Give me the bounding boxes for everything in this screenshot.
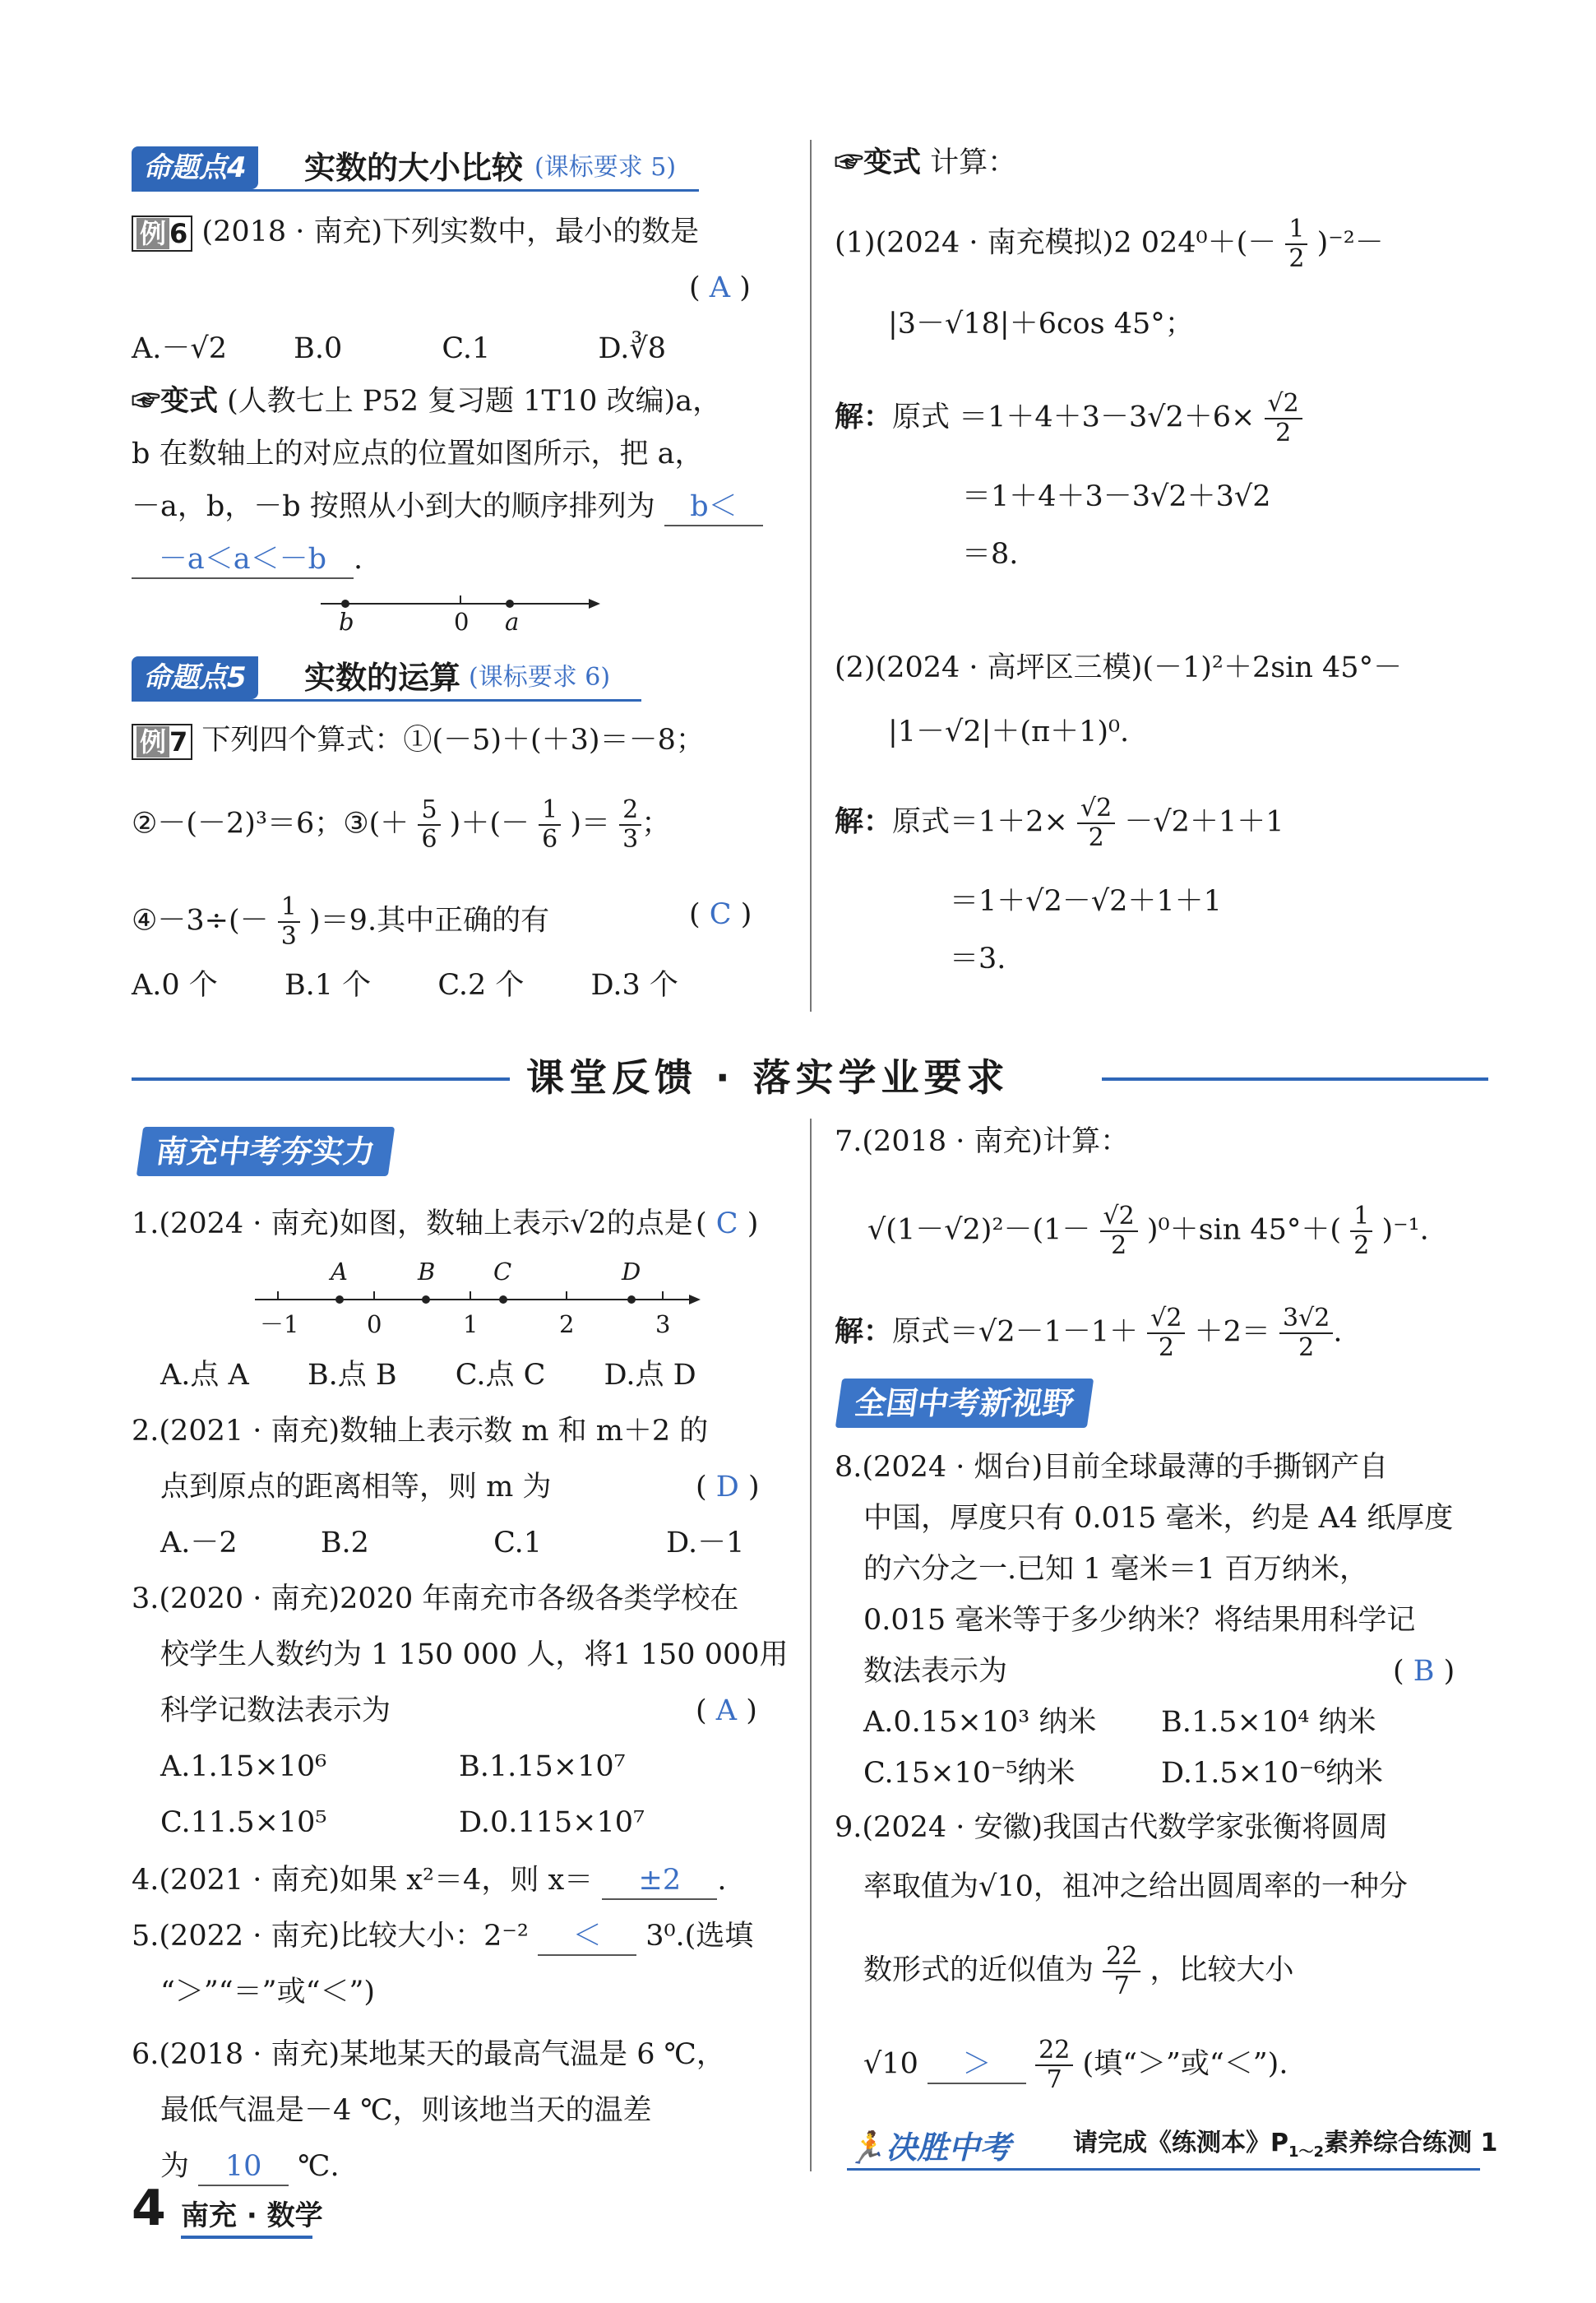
footer-rule — [847, 2168, 1480, 2171]
q9-line-2: 率取值为√10，祖冲之给出圆周率的一种分 — [863, 1870, 1408, 1903]
q9-line-4: √10 ＞ $\frac{22}{7}$ (填“＞”或“＜”). — [863, 2036, 1288, 2094]
q3-option-D: D.0.115×10⁷ — [459, 1806, 645, 1839]
page-subject: 南充 · 数学 — [181, 2199, 323, 2232]
q7-title: 7.(2018 · 南充)计算： — [835, 1125, 1130, 1158]
topic-tag-5: 命题点5 — [132, 656, 258, 699]
q8-option-C: C.15×10⁻⁵纳米 — [863, 1757, 1076, 1790]
footer-underline — [181, 2236, 312, 2239]
q1-options: A.点 A B.点 B C.点 C D.点 D — [160, 1359, 696, 1392]
q6-answer: 10 — [198, 2148, 289, 2186]
example-7-label: 例 7 — [132, 724, 192, 760]
q9-answer: ＞ — [928, 2046, 1026, 2084]
numline-label-a: a — [505, 608, 520, 636]
numline-label-0: 0 — [454, 608, 470, 636]
q6-line-3: 为 10 ℃. — [160, 2148, 340, 2186]
q7-expression: √(1－√2)²－(1－ $\frac{√2}{2}$ )⁰＋sin 45°＋( $\frac{1}{2}$ )⁻¹. — [867, 1202, 1429, 1260]
calc-q2-line-2: |1－√2|＋(π＋1)⁰. — [888, 716, 1130, 748]
banner-national: 全国中考新视野 — [835, 1379, 1094, 1428]
q6-line-1: 6.(2018 · 南充)某地某天的最高气温是 6 ℃， — [132, 2038, 725, 2071]
example-6-options: A.－√2 B.0 C.1 D.∛8 — [132, 332, 666, 365]
example-6-label: 例 6 — [132, 215, 192, 252]
page-number: 4 — [132, 2180, 166, 2237]
q2-line-1: 2.(2021 · 南充)数轴上表示数 m 和 m＋2 的 — [132, 1415, 709, 1448]
column-divider-bottom — [810, 1119, 812, 2171]
q8-line-5: 数法表示为 — [863, 1655, 1008, 1688]
calc-q1-sol-3: ＝8. — [962, 538, 1019, 571]
q2-answer: ( D ) — [696, 1471, 760, 1504]
example-7-line-2: ②－(－2)³＝6；③(＋ $\frac{5}{6}$ )＋(－ $\frac{1}{6}$ )＝ $\frac{2}{3}$ ； — [132, 795, 671, 854]
variant-line-1: ☞变式 (人教七上 P52 复习题 1T10 改编)a， — [132, 384, 722, 418]
example-7-options: A.0 个 B.1 个 C.2 个 D.3 个 — [132, 969, 678, 1002]
calc-q1-line-1: (1)(2024 · 南充模拟)2 024⁰＋(－ $\frac{1}{2}$ )⁻²－ — [835, 215, 1384, 273]
q4-answer: ±2 — [602, 1862, 717, 1900]
q5-answer: ＜ — [538, 1918, 636, 1956]
q1-tick-1: 1 — [463, 1310, 479, 1338]
topic-title-4: 实数的大小比较 — [304, 150, 524, 186]
q3-line-3: 科学记数法表示为 — [160, 1694, 391, 1727]
q4-text: 4.(2021 · 南充)如果 x²＝4，则 x＝ ±2 . — [132, 1862, 726, 1900]
topic-tag-4: 命题点4 — [132, 146, 258, 189]
q3-answer: ( A ) — [696, 1694, 757, 1727]
calc-q2-line-1: (2)(2024 · 高坪区三模)(－1)²＋2sin 45°－ — [835, 651, 1403, 684]
q8-line-4: 0.015 毫米等于多少纳米？将结果用科学记 — [863, 1604, 1416, 1637]
example-6-text: (2018 · 南充)下列实数中，最小的数是 — [201, 215, 700, 248]
variant-calc-title: ☞变式 计算： — [835, 146, 1017, 179]
q5-line-2: “＞”“＝”或“＜”) — [160, 1976, 376, 2009]
q1-point-B: B — [418, 1258, 436, 1286]
calc-q2-sol-1: 解：原式＝1＋2× $\frac{√2}{2}$ －√2＋1＋1 — [835, 794, 1284, 852]
q3-option-C: C.11.5×10⁵ — [160, 1806, 327, 1839]
example-6 — [132, 214, 699, 252]
q8-line-2: 中国，厚度只有 0.015 毫米，约是 A4 纸厚度 — [863, 1502, 1454, 1535]
banner-nanchong: 南充中考夯实力 — [136, 1127, 395, 1176]
section-title: 课堂反馈 · 落实学业要求 — [526, 1055, 1010, 1100]
topic-req-5: (课标要求 6) — [469, 663, 611, 692]
variant-answer-2: －a＜a＜－b — [132, 541, 354, 579]
variant-line-4: －a＜a＜－b . — [132, 541, 363, 579]
section-rule-right — [1102, 1077, 1488, 1081]
q8-line-1: 8.(2024 · 烟台)目前全球最薄的手撕钢产自 — [835, 1451, 1389, 1484]
q1-tick-neg1: －1 — [260, 1310, 299, 1338]
q8-option-D: D.1.5×10⁻⁶纳米 — [1161, 1757, 1383, 1790]
q1-text: 1.(2024 · 南充)如图，数轴上表示√2的点是 — [132, 1207, 693, 1240]
calc-q2-sol-3: ＝3. — [950, 943, 1006, 975]
q9-line-1: 9.(2024 · 安徽)我国古代数学家张衡将圆周 — [835, 1811, 1389, 1844]
q3-line-2: 校学生人数约为 1 150 000 人，将1 150 000用 — [160, 1638, 789, 1671]
calc-q2-sol-2: ＝1＋√2－√2＋1＋1 — [950, 885, 1222, 918]
q3-line-1: 3.(2020 · 南充)2020 年南充市各级各类学校在 — [132, 1582, 739, 1615]
q8-answer: ( B ) — [1393, 1655, 1455, 1688]
q9-line-3: 数形式的近似值为 $\frac{22}{7}$ ，比较大小 — [863, 1942, 1294, 2000]
topic-req-4: (课标要求 5) — [534, 153, 677, 182]
variant-line-2: b 在数轴上的对应点的位置如图所示，把 a， — [132, 438, 704, 470]
calc-q1-sol-2: ＝1＋4＋3－3√2＋3√2 — [962, 480, 1271, 513]
q7-solution: 解：原式＝√2－1－1＋ $\frac{√2}{2}$ ＋2＝ $\frac{3√2}{2}$ . — [835, 1304, 1343, 1362]
topic-underline-4 — [132, 189, 699, 192]
topic-underline-5 — [132, 699, 641, 702]
q1-tick-2: 2 — [559, 1310, 575, 1338]
footer-practice: 请完成《练测本》$P_{1\sim 2}$素养综合练测 1 — [1073, 2129, 1498, 2161]
footer-logo: 🏃决胜中考 — [847, 2129, 1011, 2166]
q8-option-B: B.1.5×10⁴ 纳米 — [1161, 1706, 1376, 1739]
numline-label-b: b — [339, 608, 354, 636]
q1-answer: ( C ) — [696, 1207, 759, 1240]
calc-q1-line-2: |3－√18|＋6cos 45°； — [888, 308, 1194, 341]
example-7-line-1: 例 7 下列四个算式：①(－5)＋(＋3)＝－8； — [132, 722, 705, 760]
q2-options: A.－2 B.2 C.1 D.－1 — [160, 1527, 745, 1559]
q6-line-2: 最低气温是－4 ℃，则该地当天的温差 — [160, 2094, 652, 2127]
example-7-answer: ( C ) — [689, 898, 752, 931]
runner-icon: 🏃 — [847, 2129, 886, 2166]
q1-point-A: A — [331, 1258, 348, 1286]
q3-option-B: B.1.15×10⁷ — [459, 1750, 626, 1783]
q1-point-C: C — [493, 1258, 512, 1286]
q1-tick-0: 0 — [367, 1310, 382, 1338]
example-6-answer: ( A ) — [689, 271, 751, 304]
example-7-line-3: ④－3÷(－ $\frac{1}{3}$ )＝9.其中正确的有 — [132, 892, 550, 951]
q1-tick-3: 3 — [655, 1310, 671, 1338]
q5-line-1: 5.(2022 · 南充)比较大小：2⁻² ＜ 3⁰.(选填 — [132, 1918, 753, 1956]
variant-answer-1: b＜ — [664, 489, 763, 526]
column-divider-top — [810, 140, 812, 1012]
calc-q1-sol-1: 解：原式 ＝1＋4＋3－3√2＋6× $\frac{√2}{2}$ — [835, 390, 1302, 447]
q8-option-A: A.0.15×10³ 纳米 — [863, 1706, 1097, 1739]
q2-line-2: 点到原点的距离相等，则 m 为 — [160, 1471, 552, 1504]
variant-line-3: －a，b，－b 按照从小到大的顺序排列为 b＜ — [132, 489, 763, 526]
q3-option-A: A.1.15×10⁶ — [160, 1750, 327, 1783]
section-rule-left — [132, 1077, 510, 1081]
q1-point-D: D — [622, 1258, 641, 1286]
topic-title-5: 实数的运算 — [304, 660, 461, 696]
q8-line-3: 的六分之一.已知 1 毫米＝1 百万纳米， — [863, 1553, 1369, 1586]
